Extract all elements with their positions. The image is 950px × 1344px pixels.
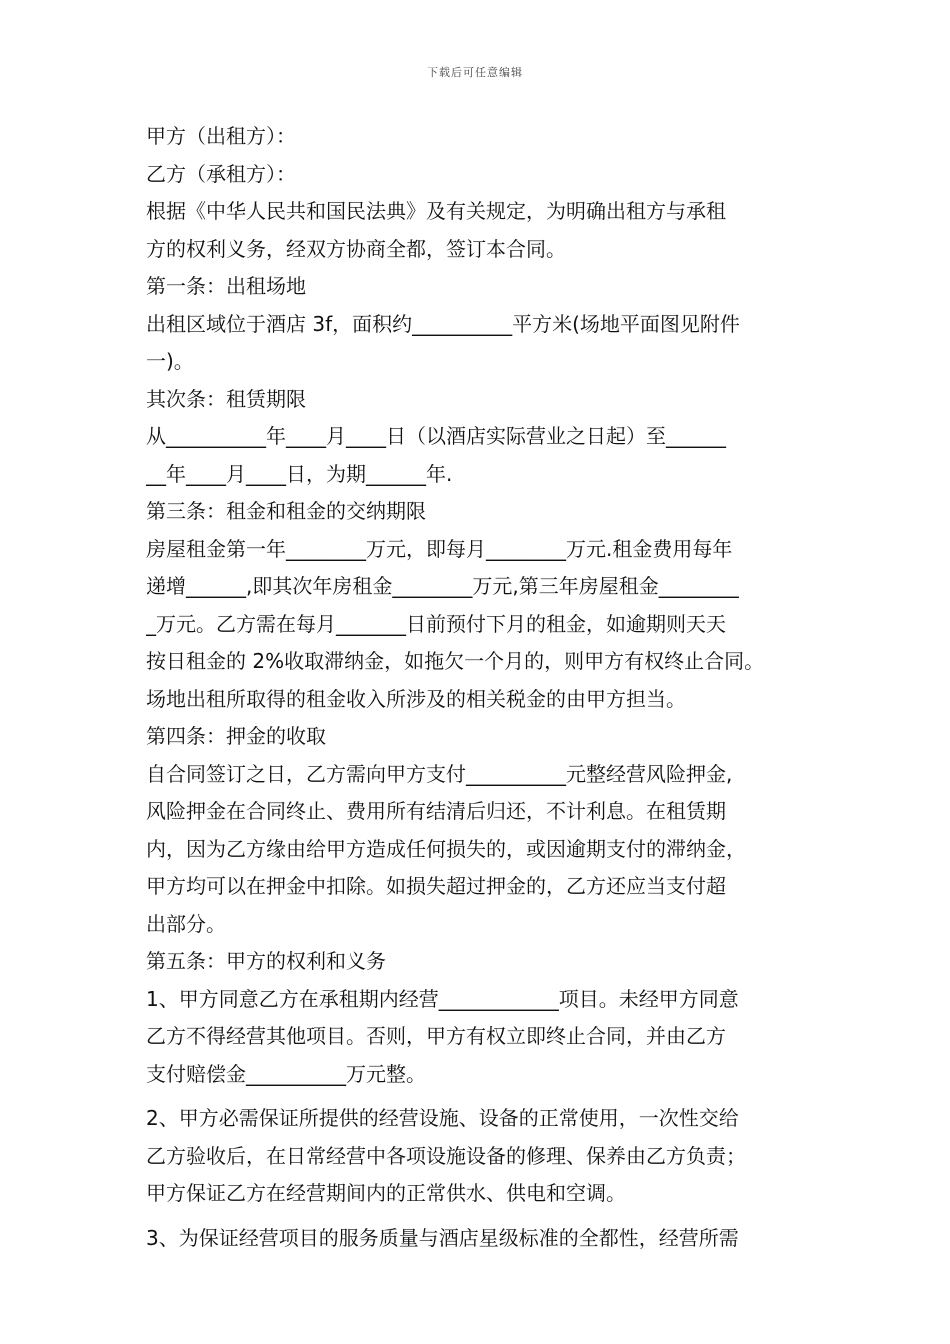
article-2-heading: 其次条：租赁期限 — [146, 386, 306, 411]
clause-1-text: 乙方不得经营其他项目。否则，甲方有权立即终止合同，并由乙方 — [146, 1024, 726, 1048]
article-1-text: 一)。 — [146, 349, 194, 373]
article-4-heading: 第四条：押金的收取 — [146, 724, 326, 748]
article-3-text: 房屋租金第一年________万元，即每月________万元.租金费用每年 — [146, 536, 733, 561]
article-5-heading: 第五条：甲方的权利和义务 — [146, 949, 386, 973]
article-3-heading: 第三条：租金和租金的交纳期限 — [146, 499, 426, 523]
article-4-text: 自合同签订之日，乙方需向甲方支付__________元整经营风险押金, — [146, 761, 733, 786]
clause-2-text: 甲方保证乙方在经营期间内的正常供水、供电和空调。 — [146, 1181, 626, 1205]
article-4-text: 风险押金在合同终止、费用所有结清后归还，不计利息。在租赁期 — [146, 799, 726, 823]
article-4-text: 甲方均可以在押金中扣除。如损失超过押金的，乙方还应当支付超 — [146, 874, 726, 898]
article-1-text: 出租区域位于酒店 3f，面积约__________平方米(场地平面图见附件 — [146, 311, 740, 336]
clause-2-text: 乙方验收后，在日常经营中各项设施设备的修理、保养由乙方负责； — [146, 1143, 746, 1168]
clause-1-text: 1、甲方同意乙方在承租期内经营____________项目。未经甲方同意 — [146, 986, 739, 1011]
paragraph-gap — [146, 1213, 814, 1220]
article-3-text: 场地出租所取得的租金收入所涉及的相关税金的由甲方担当。 — [146, 686, 686, 711]
clause-2-text: 2、甲方必需保证所提供的经营设施、设备的正常使用，一次性交给 — [146, 1106, 739, 1130]
article-3-text: _万元。乙方需在每月_______日前预付下月的租金，如逾期则天天 — [146, 611, 726, 636]
article-1-heading: 第一条：出租场地 — [146, 274, 306, 298]
page-header: 下载后可任意编辑 — [427, 66, 523, 79]
preamble-line: 方的权利义务，经双方协商全都，签订本合同。 — [146, 236, 566, 261]
article-4-text: 内，因为乙方缘由给甲方造成任何损失的，或因逾期支付的滞纳金， — [146, 836, 746, 861]
preamble-line: 根据《中华人民共和国民法典》及有关规定，为明确出租方与承租 — [146, 199, 726, 223]
article-2-text: __年____月____日，为期______年. — [146, 461, 453, 486]
party-a-line: 甲方（出租方）： — [146, 124, 296, 148]
article-2-text: 从__________年____月____日（以酒店实际营业之日起）至______ — [146, 424, 726, 448]
paragraph-gap — [146, 1093, 814, 1100]
clause-3-text: 3、为保证经营项目的服务质量与酒店星级标准的全都性，经营所需 — [146, 1225, 739, 1250]
article-3-text: 按日租金的 2%收取滞纳金，如拖欠一个月的，则甲方有权终止合同。 — [146, 649, 765, 673]
party-b-line: 乙方（承租方）： — [146, 161, 296, 186]
document-body — [146, 118, 814, 1257]
article-3-text: 递增______,即其次年房租金________万元,第三年房屋租金________ — [146, 574, 739, 598]
article-4-text: 出部分。 — [146, 911, 226, 936]
clause-1-text: 支付赔偿金__________万元整。 — [146, 1061, 426, 1086]
